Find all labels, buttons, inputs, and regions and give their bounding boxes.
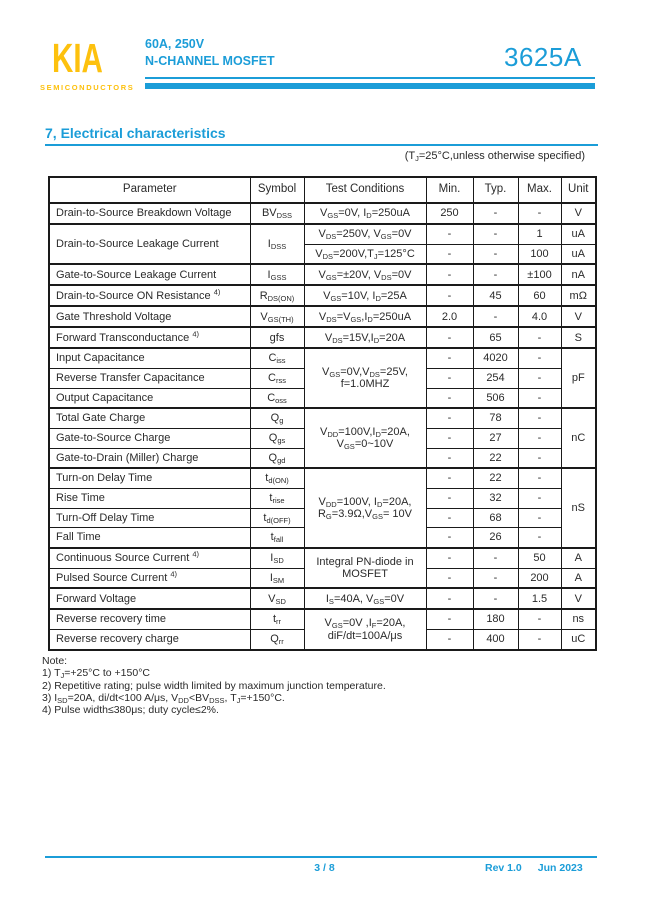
table-row [49,224,596,244]
header-rule-thick [145,83,595,89]
unit-cell: nS [561,468,596,548]
max-cell: 4.0 [518,306,561,327]
typ-cell: 45 [473,285,518,306]
max-cell: 60 [518,285,561,306]
test-conditions-cell: $V_{GS}=10V$, $I_D=25A$ [304,285,426,306]
col-header-symbol: Symbol [250,177,304,203]
typ-cell: 180 [473,609,518,629]
symbol-cell: $t_{rr}$ [250,609,304,629]
test-conditions-cell: Integral PN-diode in MOSFET [304,548,426,589]
test-conditions-cell: $V_{DD}=100V$, $I_D=20A$, $R_G=3.9\Omega,V_{GS}= 10V$ [304,468,426,548]
test-conditions-cell: $I_S=40A$, $V_{GS}=0V$ [304,588,426,609]
symbol-cell: $I_{SD}$ [250,548,304,568]
device-type: N-CHANNEL MOSFET [145,54,275,68]
parameter-cell: Fall Time [49,528,250,548]
min-cell: - [426,568,473,588]
symbol-cell: $BV_{DSS}$ [250,203,304,224]
parameter-cell: Input Capacitance [49,348,250,368]
test-conditions-cell: $V_{GS}=0V$, $I_D=250uA$ [304,203,426,224]
parameter-cell: Output Capacitance [49,388,250,408]
col-header-min: Min. [426,177,473,203]
note-item: 3) $I_{SD}=20A$, di/dt<100 A/μs, $V_{DD}<BV_{DSS}$, $T_J=+150^\circ C$. [42,691,285,705]
symbol-cell: $I_{SM}$ [250,568,304,588]
col-header-parameter: Parameter [49,177,250,203]
symbol-cell: $C_{iss}$ [250,348,304,368]
col-header-test-conditions: Test Conditions [304,177,426,203]
unit-cell: S [561,327,596,348]
parameter-cell: Drain-to-Source ON Resistance $^{4)}$ [49,285,250,306]
unit-cell: V [561,306,596,327]
col-header-unit: Unit [561,177,596,203]
electrical-characteristics-table [48,176,597,651]
typ-cell: 22 [473,468,518,488]
max-cell: - [518,348,561,368]
parameter-cell: Total Gate Charge [49,408,250,428]
min-cell: - [426,264,473,285]
notes-label: Note: [42,655,68,667]
typ-cell: 26 [473,528,518,548]
max-cell: - [518,408,561,428]
max-cell: ±100 [518,264,561,285]
parameter-cell: Turn-Off Delay Time [49,508,250,528]
symbol-cell: $V_{GS(TH)}$ [250,306,304,327]
typ-cell: - [473,588,518,609]
typ-cell: 4020 [473,348,518,368]
parameter-cell: Gate-to-Source Leakage Current [49,264,250,285]
typ-cell: - [473,306,518,327]
parameter-cell: Turn-on Delay Time [49,468,250,488]
parameter-cell: Gate-to-Source Charge [49,429,250,449]
unit-cell: nA [561,264,596,285]
typ-cell: - [473,548,518,568]
test-conditions-cell: $V_{GS}=0V,V_{DS}=25V$, f=1.0MHZ [304,348,426,408]
typ-cell: - [473,568,518,588]
min-cell: - [426,224,473,244]
parameter-cell: Rise Time [49,489,250,509]
min-cell: - [426,429,473,449]
symbol-cell: $C_{rss}$ [250,369,304,389]
min-cell: - [426,448,473,468]
min-cell: - [426,369,473,389]
parameter-cell: Gate-to-Drain (Miller) Charge [49,448,250,468]
typ-cell: 27 [473,429,518,449]
parameter-cell: Drain-to-Source Breakdown Voltage [49,203,250,224]
max-cell: - [518,369,561,389]
unit-cell: V [561,203,596,224]
unit-cell: pF [561,348,596,408]
max-cell: 1.5 [518,588,561,609]
unit-cell: uA [561,244,596,264]
device-rating: 60A, 250V [145,37,205,51]
min-cell: 250 [426,203,473,224]
typ-cell: 65 [473,327,518,348]
unit-cell: A [561,548,596,568]
test-conditions-cell: $V_{GS}=0V$ $,I_F=20A$, diF/dt=100A/μs [304,609,426,650]
parameter-cell: Gate Threshold Voltage [49,306,250,327]
symbol-cell: gfs [250,327,304,348]
table-condition-caption: ($T_J=25^\circ C,unless$ otherwise specified) [404,150,585,163]
symbol-cell: $t_{d(ON)}$ [250,468,304,488]
notes-block [42,655,386,716]
min-cell: - [426,468,473,488]
unit-cell: uC [561,630,596,650]
section-title: 7, Electrical characteristics [45,125,226,141]
table-row [49,468,596,488]
table-row [49,203,596,224]
symbol-cell: $Q_{gd}$ [250,448,304,468]
max-cell: - [518,448,561,468]
max-cell: 50 [518,548,561,568]
table-row [49,348,596,368]
table-row [49,548,596,568]
max-cell: - [518,630,561,650]
min-cell: - [426,588,473,609]
symbol-cell: $R_{DS(ON)}$ [250,285,304,306]
unit-cell: A [561,568,596,588]
brand-logo-subtext: SEMICONDUCTORS [40,83,135,92]
max-cell: - [518,508,561,528]
test-conditions-cell: $V_{DS}=200V,T_J=125^\circ C$ [304,244,426,264]
max-cell: 1 [518,224,561,244]
typ-cell: - [473,203,518,224]
typ-cell: 254 [473,369,518,389]
col-header-typ: Typ. [473,177,518,203]
min-cell: - [426,508,473,528]
table-row [49,285,596,306]
table-row [49,609,596,629]
max-cell: 100 [518,244,561,264]
typ-cell: 68 [473,508,518,528]
unit-cell: mΩ [561,285,596,306]
table-row [49,264,596,285]
revision-info [485,862,583,874]
col-header-max: Max. [518,177,561,203]
unit-cell: nC [561,408,596,468]
min-cell: - [426,388,473,408]
test-conditions-cell: $V_{DS}=V_{GS},I_D=250uA$ [304,306,426,327]
table-row [49,408,596,428]
parameter-cell: Drain-to-Source Leakage Current [49,224,250,265]
typ-cell: 400 [473,630,518,650]
note-item: 4) Pulse width≤380μs; duty cycle≤2%. [42,704,219,717]
symbol-cell: $V_{SD}$ [250,588,304,609]
table-header-row [49,177,596,203]
brand-logo: KIA [52,35,103,81]
symbol-cell: $Q_{rr}$ [250,630,304,650]
max-cell: - [518,528,561,548]
min-cell: - [426,285,473,306]
symbol-cell: $t_{d(OFF)}$ [250,508,304,528]
revision-date: Jun 2023 [537,862,583,874]
min-cell: - [426,408,473,428]
test-conditions-cell: $V_{DS}=250V$, $V_{GS}=0V$ [304,224,426,244]
parameter-cell: Continuous Source Current $^{4)}$ [49,548,250,568]
min-cell: - [426,489,473,509]
test-conditions-cell: $V_{GS}=\pm 20V$, $V_{DS}=0V$ [304,264,426,285]
parameter-cell: Forward Transconductance $^{4)}$ [49,327,250,348]
typ-cell: 78 [473,408,518,428]
typ-cell: 32 [473,489,518,509]
revision-number: Rev 1.0 [485,862,522,874]
parameter-cell: Reverse Transfer Capacitance [49,369,250,389]
symbol-cell: $C_{oss}$ [250,388,304,408]
typ-cell: 506 [473,388,518,408]
symbol-cell: $I_{DSS}$ [250,224,304,265]
table-row [49,588,596,609]
parameter-cell: Reverse recovery charge [49,630,250,650]
max-cell: - [518,327,561,348]
min-cell: - [426,528,473,548]
parameter-cell: Reverse recovery time [49,609,250,629]
table-row [49,327,596,348]
test-conditions-cell: $V_{DS}=15V,I_D=20A$ [304,327,426,348]
min-cell: - [426,327,473,348]
min-cell: - [426,348,473,368]
min-cell: - [426,609,473,629]
note-item: 2) Repetitive rating; pulse width limited by maximum junction temperature. [42,679,386,692]
symbol-cell: $t_{rise}$ [250,489,304,509]
page-indicator: 3 / 8 [314,862,335,874]
typ-cell: 22 [473,448,518,468]
part-number: 3625A [504,42,582,72]
parameter-cell: Pulsed Source Current $^{4)}$ [49,568,250,588]
symbol-cell: $Q_{gs}$ [250,429,304,449]
symbol-cell: $t_{fall}$ [250,528,304,548]
max-cell: - [518,468,561,488]
unit-cell: V [561,588,596,609]
max-cell: - [518,429,561,449]
max-cell: - [518,609,561,629]
unit-cell: ns [561,609,596,629]
max-cell: 200 [518,568,561,588]
max-cell: - [518,489,561,509]
symbol-cell: $Q_g$ [250,408,304,428]
typ-cell: - [473,244,518,264]
note-item: 1) $T_J=+25^\circ C$ to +150°C [42,667,150,681]
table-row [49,306,596,327]
typ-cell: - [473,224,518,244]
footer-rule [45,856,597,858]
min-cell: - [426,548,473,568]
parameter-cell: Forward Voltage [49,588,250,609]
min-cell: - [426,630,473,650]
section-underline [45,144,598,146]
min-cell: - [426,244,473,264]
test-conditions-cell: $V_{DD}=100V,I_D=20A$, $V_{GS}=0\sim 10V$ [304,408,426,468]
max-cell: - [518,388,561,408]
symbol-cell: $I_{GSS}$ [250,264,304,285]
max-cell: - [518,203,561,224]
min-cell: 2.0 [426,306,473,327]
header-rule-thin [145,77,595,79]
typ-cell: - [473,264,518,285]
unit-cell: uA [561,224,596,244]
device-description [145,36,275,70]
